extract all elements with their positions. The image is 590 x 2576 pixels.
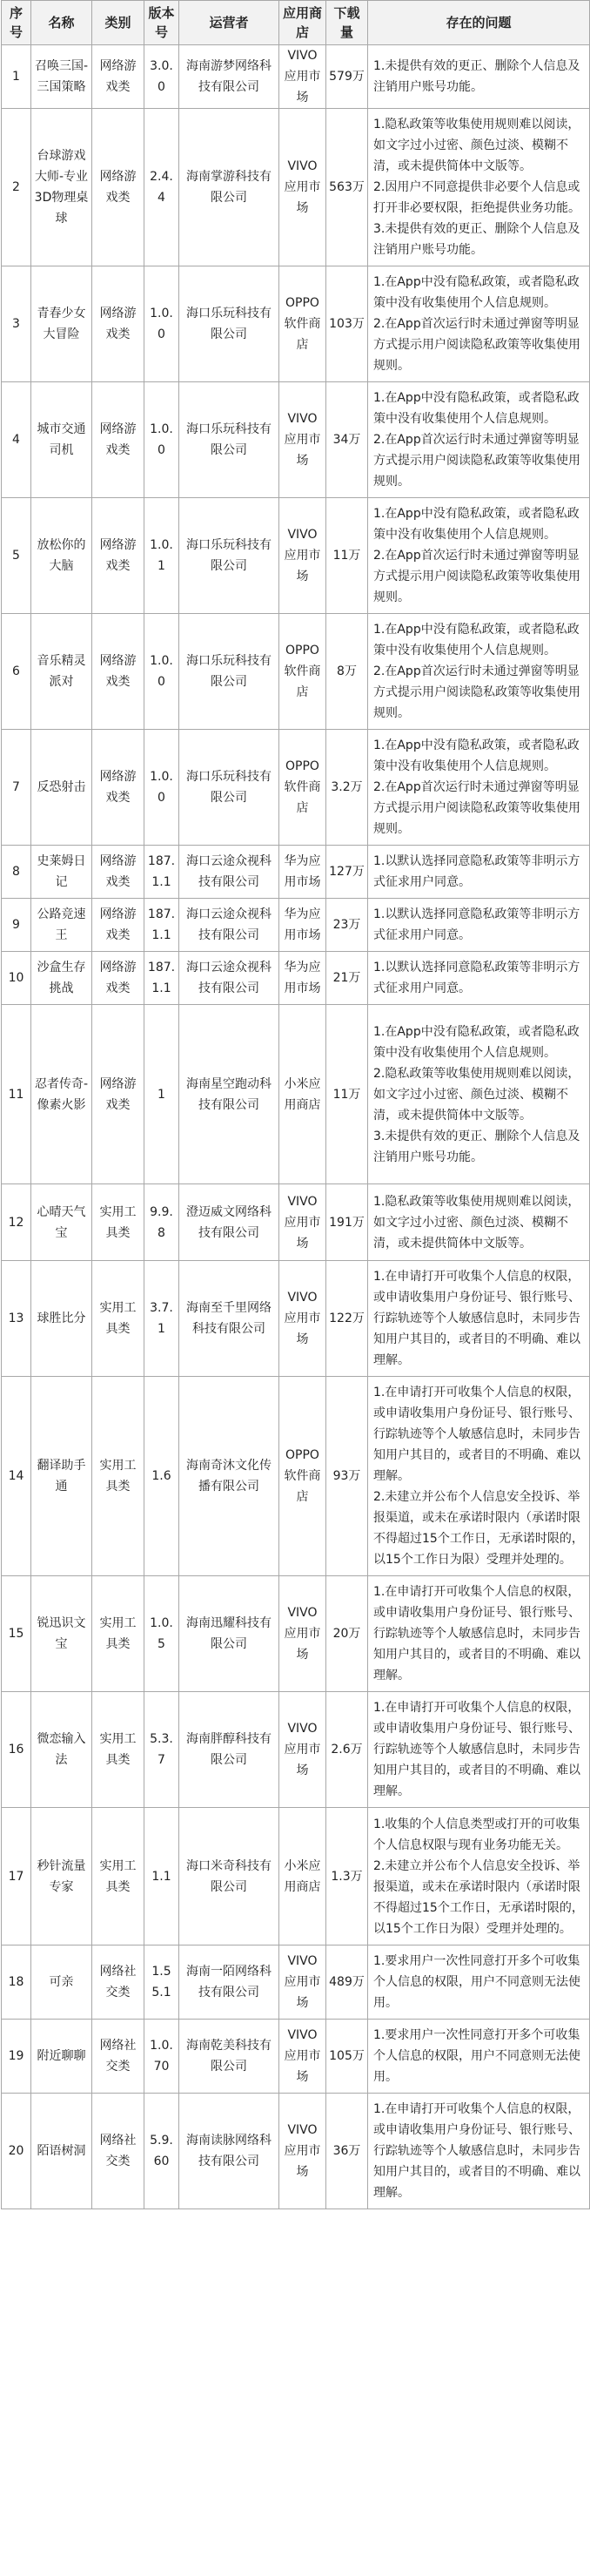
cell-category: 网络社交类	[92, 2094, 144, 2209]
cell-no: 6	[2, 614, 31, 730]
issue-item: 2.在App首次运行时未通过弹窗等明显方式提示用户阅读隐私政策等收集使用规则。	[373, 549, 580, 604]
cell-version: 3.0.0	[144, 45, 179, 109]
cell-downloads: 127万	[326, 846, 368, 899]
cell-store: OPPO软件商店	[279, 1377, 326, 1576]
cell-operator: 海南掌游科技有限公司	[179, 109, 279, 266]
header-category: 类别	[92, 1, 144, 45]
cell-downloads: 2.6万	[326, 1692, 368, 1808]
cell-operator: 海口乐玩科技有限公司	[179, 730, 279, 846]
cell-issues	[368, 730, 590, 846]
cell-store: VIVO应用市场	[279, 1576, 326, 1692]
cell-category: 网络社交类	[92, 1945, 144, 2020]
cell-no: 1	[2, 45, 31, 109]
cell-issues	[368, 1377, 590, 1576]
cell-operator: 海南一陌网络科技有限公司	[179, 1945, 279, 2020]
issue-item: 1.以默认选择同意隐私政策等非明示方式征求用户同意。	[373, 854, 580, 889]
cell-downloads: 23万	[326, 899, 368, 952]
header-issues: 存在的问题	[368, 1, 590, 45]
cell-store: VIVO应用市场	[279, 382, 326, 498]
cell-version: 1.0.0	[144, 382, 179, 498]
cell-version: 187.1.1	[144, 846, 179, 899]
cell-issues	[368, 952, 590, 1005]
cell-downloads: 105万	[326, 2020, 368, 2094]
cell-category: 网络游戏类	[92, 109, 144, 266]
cell-no: 15	[2, 1576, 31, 1692]
table-row	[2, 846, 590, 899]
cell-no: 17	[2, 1808, 31, 1945]
table-row	[2, 1377, 590, 1576]
header-name: 名称	[31, 1, 92, 45]
cell-no: 14	[2, 1377, 31, 1576]
issue-item: 1.以默认选择同意隐私政策等非明示方式征求用户同意。	[373, 961, 580, 995]
issue-item: 1.在申请打开可收集个人信息的权限，或申请收集用户身份证号、银行账号、行踪轨迹等个人敏感信息时，未同步告知用户其目的，或者目的不明确、难以理解。	[373, 1270, 580, 1367]
table-row	[2, 1945, 590, 2020]
cell-name: 心晴天气宝	[31, 1184, 92, 1261]
cell-store: VIVO应用市场	[279, 109, 326, 266]
cell-category: 网络游戏类	[92, 730, 144, 846]
table-row	[2, 614, 590, 730]
header-version: 版本号	[144, 1, 179, 45]
table-row	[2, 2094, 590, 2209]
cell-no: 10	[2, 952, 31, 1005]
issue-item: 1.隐私政策等收集使用规则难以阅读，如文字过小过密、颜色过淡、模糊不清，或未提供简体中文版等。	[373, 1194, 580, 1251]
issue-item: 1.要求用户一次性同意打开多个可收集个人信息的权限，用户不同意则无法使用。	[373, 1954, 580, 2010]
issue-item: 1.在App中没有隐私政策，或者隐私政策中没有收集使用个人信息规则。	[373, 623, 580, 657]
cell-name: 放松你的大脑	[31, 498, 92, 614]
cell-name: 可亲	[31, 1945, 92, 2020]
issue-item: 2.未建立并公布个人信息安全投诉、举报渠道，或未在承诺时限内（承诺时限不得超过15个工作日，无承诺时限的，以15个工作日为限）受理并处理的。	[373, 1490, 584, 1567]
cell-version: 1	[144, 1005, 179, 1184]
cell-operator: 海口云途众视科技有限公司	[179, 899, 279, 952]
cell-category: 网络游戏类	[92, 952, 144, 1005]
cell-no: 12	[2, 1184, 31, 1261]
cell-name: 附近聊聊	[31, 2020, 92, 2094]
cell-name: 音乐精灵派对	[31, 614, 92, 730]
table-row	[2, 2020, 590, 2094]
cell-store: 华为应用市场	[279, 952, 326, 1005]
issue-item: 3.未提供有效的更正、删除个人信息及注销用户账号功能。	[373, 222, 580, 257]
issue-item: 1.在App中没有隐私政策，或者隐私政策中没有收集使用个人信息规则。	[373, 738, 580, 773]
cell-operator: 海南奇沐文化传播有限公司	[179, 1377, 279, 1576]
cell-category: 网络游戏类	[92, 1005, 144, 1184]
table-row	[2, 899, 590, 952]
cell-issues	[368, 2020, 590, 2094]
issue-item: 2.在App首次运行时未通过弹窗等明显方式提示用户阅读隐私政策等收集使用规则。	[373, 664, 580, 720]
issue-item: 1.在申请打开可收集个人信息的权限，或申请收集用户身份证号、银行账号、行踪轨迹等个人敏感信息时，未同步告知用户其目的，或者目的不明确、难以理解。	[373, 2102, 580, 2200]
cell-no: 18	[2, 1945, 31, 2020]
cell-no: 16	[2, 1692, 31, 1808]
cell-category: 实用工具类	[92, 1692, 144, 1808]
table-row	[2, 1005, 590, 1184]
cell-issues	[368, 1945, 590, 2020]
cell-issues	[368, 109, 590, 266]
cell-category: 网络社交类	[92, 2020, 144, 2094]
cell-name: 青春少女大冒险	[31, 266, 92, 382]
cell-category: 网络游戏类	[92, 498, 144, 614]
cell-category: 网络游戏类	[92, 899, 144, 952]
cell-issues	[368, 266, 590, 382]
cell-operator: 海南星空跑动科技有限公司	[179, 1005, 279, 1184]
cell-no: 4	[2, 382, 31, 498]
header-no: 序号	[2, 1, 31, 45]
cell-version: 5.3.7	[144, 1692, 179, 1808]
cell-operator: 海南游梦网络科技有限公司	[179, 45, 279, 109]
cell-no: 2	[2, 109, 31, 266]
table-row	[2, 109, 590, 266]
table-row	[2, 730, 590, 846]
cell-no: 20	[2, 2094, 31, 2209]
issue-item: 1.在App中没有隐私政策，或者隐私政策中没有收集使用个人信息规则。	[373, 275, 580, 310]
cell-operator: 海口乐玩科技有限公司	[179, 498, 279, 614]
issue-item: 2.在App首次运行时未通过弹窗等明显方式提示用户阅读隐私政策等收集使用规则。	[373, 317, 580, 373]
issue-item: 1.在App中没有隐私政策，或者隐私政策中没有收集使用个人信息规则。	[373, 391, 580, 426]
cell-operator: 海口乐玩科技有限公司	[179, 266, 279, 382]
table-row	[2, 266, 590, 382]
cell-version: 5.9.60	[144, 2094, 179, 2209]
table-row	[2, 1184, 590, 1261]
cell-version: 1.0.5	[144, 1576, 179, 1692]
cell-store: 华为应用市场	[279, 899, 326, 952]
cell-no: 11	[2, 1005, 31, 1184]
cell-store: OPPO软件商店	[279, 614, 326, 730]
cell-downloads: 8万	[326, 614, 368, 730]
table-row	[2, 952, 590, 1005]
cell-category: 实用工具类	[92, 1808, 144, 1945]
header-operator: 运营者	[179, 1, 279, 45]
cell-name: 翻译助手通	[31, 1377, 92, 1576]
cell-issues	[368, 1261, 590, 1377]
header-store: 应用商店	[279, 1, 326, 45]
issue-item: 2.未建立并公布个人信息安全投诉、举报渠道，或未在承诺时限内（承诺时限不得超过15个工作日，无承诺时限的，以15个工作日为限）受理并处理的。	[373, 1858, 584, 1936]
cell-store: 小米应用商店	[279, 1808, 326, 1945]
cell-issues	[368, 846, 590, 899]
cell-store: VIVO应用市场	[279, 1261, 326, 1377]
issue-item: 1.在App中没有隐私政策，或者隐私政策中没有收集使用个人信息规则。	[373, 1024, 580, 1060]
cell-version: 1.0.1	[144, 498, 179, 614]
cell-name: 忍者传奇-像素火影	[31, 1005, 92, 1184]
app-issues-table	[1, 0, 590, 2209]
cell-name: 微恋输入法	[31, 1692, 92, 1808]
cell-store: VIVO应用市场	[279, 1692, 326, 1808]
cell-downloads: 1.3万	[326, 1808, 368, 1945]
cell-version: 9.9.8	[144, 1184, 179, 1261]
cell-category: 实用工具类	[92, 1576, 144, 1692]
cell-issues	[368, 899, 590, 952]
cell-version: 1.0.70	[144, 2020, 179, 2094]
cell-downloads: 36万	[326, 2094, 368, 2209]
cell-no: 9	[2, 899, 31, 952]
cell-name: 公路竞速王	[31, 899, 92, 952]
cell-version: 3.7.1	[144, 1261, 179, 1377]
cell-name: 陌语树洞	[31, 2094, 92, 2209]
cell-downloads: 34万	[326, 382, 368, 498]
cell-downloads: 191万	[326, 1184, 368, 1261]
cell-no: 5	[2, 498, 31, 614]
cell-operator: 海南迅耀科技有限公司	[179, 1576, 279, 1692]
cell-operator: 海口米奇科技有限公司	[179, 1808, 279, 1945]
issue-item: 1.隐私政策等收集使用规则难以阅读，如文字过小过密、颜色过淡、模糊不清，或未提供简体中文版等。	[373, 118, 580, 173]
cell-no: 8	[2, 846, 31, 899]
cell-downloads: 11万	[326, 498, 368, 614]
issue-item: 1.在申请打开可收集个人信息的权限，或申请收集用户身份证号、银行账号、行踪轨迹等个人敏感信息时，未同步告知用户其目的，或者目的不明确、难以理解。	[373, 1701, 580, 1798]
cell-downloads: 20万	[326, 1576, 368, 1692]
cell-store: VIVO应用市场	[279, 2094, 326, 2209]
cell-name: 反恐射击	[31, 730, 92, 846]
cell-downloads: 489万	[326, 1945, 368, 2020]
cell-issues	[368, 382, 590, 498]
cell-name: 锐迅识文宝	[31, 1576, 92, 1692]
cell-operator: 海口云途众视科技有限公司	[179, 846, 279, 899]
header-downloads: 下载量	[326, 1, 368, 45]
cell-name: 秒针流量专家	[31, 1808, 92, 1945]
cell-version: 1.0.0	[144, 730, 179, 846]
cell-store: 华为应用市场	[279, 846, 326, 899]
cell-version: 187.1.1	[144, 899, 179, 952]
cell-store: OPPO软件商店	[279, 266, 326, 382]
cell-no: 3	[2, 266, 31, 382]
cell-category: 网络游戏类	[92, 45, 144, 109]
cell-operator: 海口乐玩科技有限公司	[179, 614, 279, 730]
cell-version: 1.0.0	[144, 266, 179, 382]
issue-item: 3.未提供有效的更正、删除个人信息及注销用户账号功能。	[373, 1129, 580, 1164]
issue-item: 2.隐私政策等收集使用规则难以阅读，如文字过小过密、颜色过淡、模糊不清，或未提供简体中文版等。	[373, 1066, 580, 1123]
issue-item: 1.要求用户一次性同意打开多个可收集个人信息的权限，用户不同意则无法使用。	[373, 2028, 580, 2084]
issue-item: 1.收集的个人信息类型或打开的可收集个人信息权限与现有业务功能无关。	[373, 1817, 580, 1852]
table-header-row	[2, 1, 590, 45]
cell-issues	[368, 45, 590, 109]
table-row	[2, 1692, 590, 1808]
cell-store: 小米应用商店	[279, 1005, 326, 1184]
table-row	[2, 382, 590, 498]
cell-operator: 澄迈威文网络科技有限公司	[179, 1184, 279, 1261]
table-row	[2, 1808, 590, 1945]
cell-no: 7	[2, 730, 31, 846]
cell-name: 召唤三国-三国策略	[31, 45, 92, 109]
cell-store: VIVO应用市场	[279, 1945, 326, 2020]
issue-item: 2.在App首次运行时未通过弹窗等明显方式提示用户阅读隐私政策等收集使用规则。	[373, 433, 580, 489]
cell-issues	[368, 1576, 590, 1692]
cell-issues	[368, 2094, 590, 2209]
cell-downloads: 11万	[326, 1005, 368, 1184]
cell-downloads: 93万	[326, 1377, 368, 1576]
cell-issues	[368, 1184, 590, 1261]
cell-name: 城市交通司机	[31, 382, 92, 498]
issue-item: 1.未提供有效的更正、删除个人信息及注销用户账号功能。	[373, 59, 580, 94]
cell-version: 187.1.1	[144, 952, 179, 1005]
cell-operator: 海南读脉网络科技有限公司	[179, 2094, 279, 2209]
cell-issues	[368, 1692, 590, 1808]
cell-store: VIVO应用市场	[279, 1184, 326, 1261]
cell-downloads: 21万	[326, 952, 368, 1005]
cell-issues	[368, 1808, 590, 1945]
cell-no: 19	[2, 2020, 31, 2094]
issue-item: 2.在App首次运行时未通过弹窗等明显方式提示用户阅读隐私政策等收集使用规则。	[373, 780, 580, 836]
table-row	[2, 498, 590, 614]
issue-item: 1.在App中没有隐私政策，或者隐私政策中没有收集使用个人信息规则。	[373, 507, 580, 542]
cell-version: 2.4.4	[144, 109, 179, 266]
cell-version: 1.1	[144, 1808, 179, 1945]
cell-name: 球胜比分	[31, 1261, 92, 1377]
issue-item: 1.以默认选择同意隐私政策等非明示方式征求用户同意。	[373, 907, 580, 942]
cell-store: VIVO应用市场	[279, 2020, 326, 2094]
cell-operator: 海口乐玩科技有限公司	[179, 382, 279, 498]
cell-operator: 海南胖醇科技有限公司	[179, 1692, 279, 1808]
cell-name: 台球游戏大师-专业3D物理桌球	[31, 109, 92, 266]
cell-category: 实用工具类	[92, 1184, 144, 1261]
cell-no: 13	[2, 1261, 31, 1377]
cell-issues	[368, 498, 590, 614]
cell-store: OPPO软件商店	[279, 730, 326, 846]
cell-store: VIVO应用市场	[279, 45, 326, 109]
issue-item: 2.因用户不同意提供非必要个人信息或打开非必要权限，拒绝提供业务功能。	[373, 180, 580, 215]
cell-version: 1.55.1	[144, 1945, 179, 2020]
cell-downloads: 122万	[326, 1261, 368, 1377]
cell-downloads: 103万	[326, 266, 368, 382]
cell-issues	[368, 1005, 590, 1184]
table-row	[2, 45, 590, 109]
cell-downloads: 579万	[326, 45, 368, 109]
issue-item: 1.在申请打开可收集个人信息的权限，或申请收集用户身份证号、银行账号、行踪轨迹等个人敏感信息时，未同步告知用户其目的，或者目的不明确、难以理解。	[373, 1386, 580, 1483]
table-row	[2, 1576, 590, 1692]
table-body	[2, 45, 590, 2209]
cell-category: 网络游戏类	[92, 382, 144, 498]
cell-downloads: 563万	[326, 109, 368, 266]
cell-category: 网络游戏类	[92, 614, 144, 730]
cell-category: 实用工具类	[92, 1261, 144, 1377]
app-issues-sheet	[1, 0, 589, 2209]
cell-category: 网络游戏类	[92, 266, 144, 382]
cell-name: 沙盒生存挑战	[31, 952, 92, 1005]
cell-operator: 海南乾美科技有限公司	[179, 2020, 279, 2094]
cell-category: 网络游戏类	[92, 846, 144, 899]
cell-issues	[368, 614, 590, 730]
cell-version: 1.6	[144, 1377, 179, 1576]
cell-operator: 海南至千里网络科技有限公司	[179, 1261, 279, 1377]
cell-category: 实用工具类	[92, 1377, 144, 1576]
cell-store: VIVO应用市场	[279, 498, 326, 614]
cell-downloads: 3.2万	[326, 730, 368, 846]
issue-item: 1.在申请打开可收集个人信息的权限，或申请收集用户身份证号、银行账号、行踪轨迹等个人敏感信息时，未同步告知用户其目的，或者目的不明确、难以理解。	[373, 1585, 580, 1682]
cell-version: 1.0.0	[144, 614, 179, 730]
cell-operator: 海口云途众视科技有限公司	[179, 952, 279, 1005]
table-row	[2, 1261, 590, 1377]
cell-name: 史莱姆日记	[31, 846, 92, 899]
